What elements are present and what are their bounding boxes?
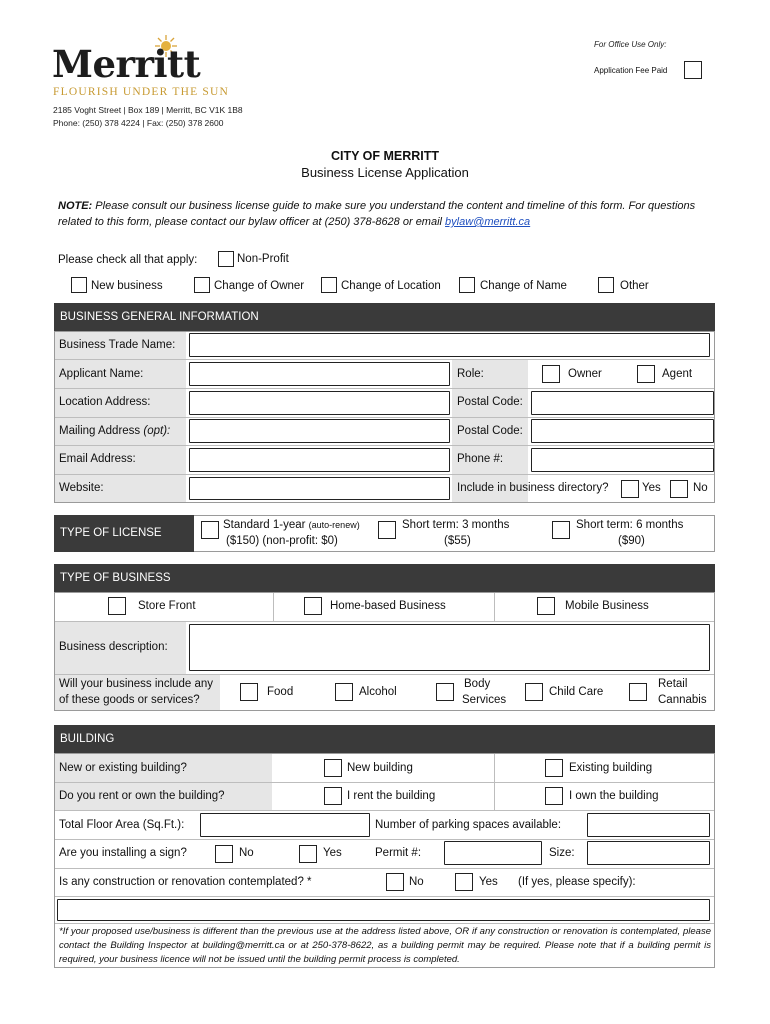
website-label: Website: <box>59 482 104 494</box>
building-permit-footnote: *If your proposed use/business is different than the previous use at the address listed above, OR if any construction or renovation is contemplated, please contact the Building Inspector at building@merritt.ca or at 250-378-8622, as a building permit may be required. Please note that if a building permit is required, your business licence will not be issued until the building permit process is completed. <box>59 926 711 965</box>
parking-input[interactable] <box>587 813 710 837</box>
change-location-checkbox[interactable] <box>321 277 337 293</box>
other-label: Other <box>620 280 649 292</box>
license-standard-price: ($150) (non-profit: $0) <box>226 535 338 547</box>
rent-checkbox[interactable] <box>324 787 342 805</box>
location-postal-input[interactable] <box>531 391 714 415</box>
website-input[interactable] <box>189 477 450 500</box>
food-checkbox[interactable] <box>240 683 258 701</box>
location-address-label: Location Address: <box>59 396 151 408</box>
sign-yes-label: Yes <box>323 847 342 859</box>
fee-paid-checkbox[interactable] <box>684 61 702 79</box>
mobile-business-label: Mobile Business <box>565 600 649 612</box>
row-divider <box>55 868 714 869</box>
other-checkbox[interactable] <box>598 277 614 293</box>
email-address-input[interactable] <box>189 448 450 472</box>
construction-label: Is any construction or renovation contemplated? * <box>59 876 312 888</box>
home-based-label: Home-based Business <box>330 600 446 612</box>
column-divider <box>494 593 495 621</box>
new-building-checkbox[interactable] <box>324 759 342 777</box>
license-short6-price: ($90) <box>618 535 645 547</box>
new-business-checkbox[interactable] <box>71 277 87 293</box>
construction-no-label: No <box>409 876 424 888</box>
license-standard-label <box>223 519 360 531</box>
mailing-address-label <box>59 425 170 437</box>
row-divider <box>55 810 714 811</box>
email-address-label: Email Address: <box>59 453 136 465</box>
new-existing-label: New or existing building? <box>59 762 187 774</box>
row-divider <box>55 445 714 446</box>
sign-size-label: Size: <box>549 847 575 859</box>
change-location-label: Change of Location <box>341 280 441 292</box>
fee-paid-label: Application Fee Paid <box>594 66 668 75</box>
city-address: 2185 Voght Street | Box 189 | Merritt, BC V1K 1B8 <box>53 105 243 115</box>
building-header: BUILDING <box>54 725 715 753</box>
new-business-label: New business <box>91 280 163 292</box>
floor-area-input[interactable] <box>200 813 370 837</box>
directory-no-label: No <box>693 482 708 494</box>
body-services-checkbox[interactable] <box>436 683 454 701</box>
construction-details-input[interactable] <box>57 899 710 921</box>
license-short6-checkbox[interactable] <box>552 521 570 539</box>
location-postal-label: Postal Code: <box>457 396 523 408</box>
column-divider <box>273 593 274 621</box>
existing-building-checkbox[interactable] <box>545 759 563 777</box>
business-description-label: Business description: <box>59 641 168 653</box>
retail-cannabis-label-line1: Retail <box>658 678 688 690</box>
sign-no-label: No <box>239 847 254 859</box>
directory-yes-checkbox[interactable] <box>621 480 639 498</box>
non-profit-checkbox[interactable] <box>218 251 234 267</box>
change-owner-label: Change of Owner <box>214 280 305 292</box>
note-text: Please consult our business license guide to make sure you understand the content and timeline of this form. For questions related to this form, please contact our bylaw officer at (250) 378-8628 or email <box>58 200 696 228</box>
row-divider <box>55 896 714 897</box>
logo-tagline: FLOURISH UNDER THE SUN <box>53 86 230 98</box>
retail-cannabis-label-line2: Cannabis <box>658 694 707 706</box>
office-use-label: For Office Use Only: <box>594 40 667 49</box>
trade-name-label: Business Trade Name: <box>59 339 176 351</box>
directory-yes-label: Yes <box>642 482 661 494</box>
trade-name-input[interactable] <box>189 333 710 357</box>
permit-label: Permit #: <box>375 847 422 859</box>
business-description-input[interactable] <box>189 624 710 671</box>
note-label: NOTE: <box>58 200 93 212</box>
role-agent-checkbox[interactable] <box>637 365 655 383</box>
license-short3-price: ($55) <box>444 535 471 547</box>
license-header: TYPE OF LICENSE <box>54 515 194 552</box>
non-profit-label: Non-Profit <box>237 253 289 265</box>
store-front-label: Store Front <box>138 600 196 612</box>
license-auto-renew-text: (auto-renew) <box>308 520 360 530</box>
mailing-address-input[interactable] <box>189 419 450 443</box>
license-standard-checkbox[interactable] <box>201 521 219 539</box>
rent-label: I rent the building <box>347 790 436 802</box>
alcohol-label: Alcohol <box>359 686 397 698</box>
phone-label: Phone #: <box>457 453 504 465</box>
parking-label: Number of parking spaces available: <box>375 819 562 831</box>
own-label: I own the building <box>569 790 659 802</box>
logo-wordmark: Merritt <box>52 42 201 86</box>
license-short3-checkbox[interactable] <box>378 521 396 539</box>
existing-building-label: Existing building <box>569 762 653 774</box>
phone-input[interactable] <box>531 448 714 472</box>
sign-yes-checkbox[interactable] <box>299 845 317 863</box>
construction-specify-label: (If yes, please specify): <box>518 876 636 888</box>
home-based-checkbox[interactable] <box>304 597 322 615</box>
license-short6-label: Short term: 6 months <box>576 519 684 531</box>
mailing-postal-label: Postal Code: <box>457 425 523 437</box>
row-divider <box>55 782 714 783</box>
row-divider <box>55 417 714 418</box>
role-agent-label: Agent <box>662 368 693 380</box>
form-note <box>58 198 718 230</box>
construction-no-checkbox[interactable] <box>386 873 404 891</box>
change-name-label: Change of Name <box>480 280 567 292</box>
child-care-checkbox[interactable] <box>525 683 543 701</box>
sign-label: Are you installing a sign? <box>59 847 187 859</box>
role-label: Role: <box>457 368 484 380</box>
sign-no-checkbox[interactable] <box>215 845 233 863</box>
rent-own-label: Do you rent or own the building? <box>59 790 225 802</box>
apply-prompt: Please check all that apply: <box>58 254 198 266</box>
row-divider <box>55 359 714 360</box>
directory-no-checkbox[interactable] <box>670 480 688 498</box>
child-care-label: Child Care <box>549 686 604 698</box>
license-short3-label: Short term: 3 months <box>402 519 510 531</box>
row-divider <box>55 388 714 389</box>
store-front-checkbox[interactable] <box>108 597 126 615</box>
construction-yes-label: Yes <box>479 876 498 888</box>
bylaw-email-link[interactable]: bylaw@merritt.ca <box>445 216 531 228</box>
alcohol-checkbox[interactable] <box>335 683 353 701</box>
mailing-optional-text: (opt): <box>143 425 171 437</box>
food-label: Food <box>267 686 294 698</box>
floor-area-label: Total Floor Area (Sq.Ft.): <box>59 819 185 831</box>
mailing-address-text: Mailing Address <box>59 425 141 437</box>
mailing-postal-input[interactable] <box>531 419 714 443</box>
row-divider <box>55 474 714 475</box>
body-services-label-line1: Body <box>464 678 491 690</box>
form-subtitle: Business License Application <box>301 165 469 180</box>
new-building-label: New building <box>347 762 413 774</box>
role-owner-checkbox[interactable] <box>542 365 560 383</box>
change-owner-checkbox[interactable] <box>194 277 210 293</box>
goods-question-line1: Will your business include any <box>59 678 214 690</box>
license-standard-text: Standard 1-year <box>223 519 306 531</box>
body-services-label-line2: Services <box>462 694 507 706</box>
goods-question-line2: of these goods or services? <box>59 694 200 706</box>
city-phone: Phone: (250) 378 4224 | Fax: (250) 378 2600 <box>53 118 224 128</box>
row-divider <box>55 839 714 840</box>
applicant-name-label: Applicant Name: <box>59 368 144 380</box>
change-name-checkbox[interactable] <box>459 277 475 293</box>
directory-label: Include in business directory? <box>457 482 609 494</box>
permit-input[interactable] <box>444 841 542 865</box>
location-address-input[interactable] <box>189 391 450 415</box>
own-checkbox[interactable] <box>545 787 563 805</box>
construction-yes-checkbox[interactable] <box>455 873 473 891</box>
row-divider <box>55 923 714 924</box>
mobile-business-checkbox[interactable] <box>537 597 555 615</box>
applicant-name-input[interactable] <box>189 362 450 386</box>
retail-cannabis-checkbox[interactable] <box>629 683 647 701</box>
general-info-header: BUSINESS GENERAL INFORMATION <box>54 303 715 331</box>
business-type-header: TYPE OF BUSINESS <box>54 564 715 592</box>
sign-size-input[interactable] <box>587 841 710 865</box>
role-owner-label: Owner <box>568 368 602 380</box>
form-title: CITY OF MERRITT <box>330 149 440 163</box>
